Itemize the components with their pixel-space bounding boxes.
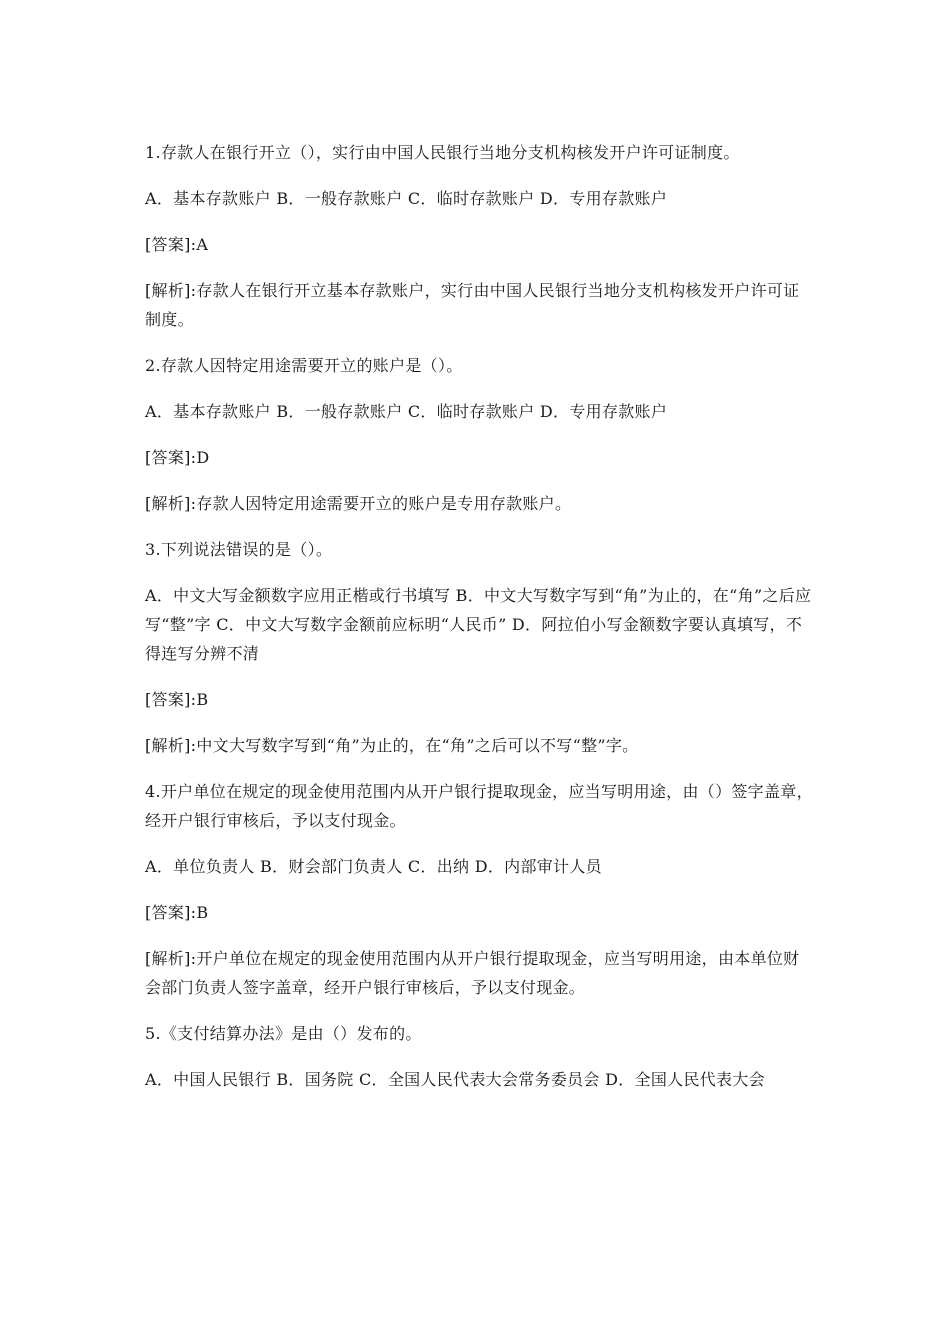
question-4-options: A．单位负责人 B．财会部门负责人 C．出纳 D．内部审计人员 bbox=[145, 857, 602, 876]
question-3-analysis: [解析]:中文大写数字写到“角”为止的，在“角”之后可以不写“整”字。 bbox=[145, 736, 639, 755]
question-3-stem: 3.下列说法错误的是（）。 bbox=[145, 540, 333, 559]
question-3-answer: [答案]:B bbox=[145, 690, 209, 709]
question-5-options: A．中国人民银行 B．国务院 C．全国人民代表大会常务委员会 D．全国人民代表大会 bbox=[145, 1070, 765, 1089]
question-4-answer: [答案]:B bbox=[145, 903, 209, 922]
question-1-stem: 1.存款人在银行开立（），实行由中国人民银行当地分支机构核发开户许可证制度。 bbox=[145, 143, 740, 162]
question-1-options: A．基本存款账户 B．一般存款账户 C．临时存款账户 D．专用存款账户 bbox=[145, 189, 668, 208]
question-2-answer: [答案]:D bbox=[145, 448, 210, 467]
question-list bbox=[145, 138, 815, 1111]
question-3-options: A．中文大写金额数字应用正楷或行书填写 B．中文大写数字写到“角”为止的，在“角”之后应写“整”字 C．中文大写数字金额前应标明“人民币” D．阿拉伯小写金额数字要认真填写，不得连写分辨不清 bbox=[145, 586, 812, 663]
question-2-stem: 2.存款人因特定用途需要开立的账户是（）。 bbox=[145, 356, 463, 375]
question-1-answer: [答案]:A bbox=[145, 235, 209, 254]
question-1-analysis: [解析]:存款人在银行开立基本存款账户，实行由中国人民银行当地分支机构核发开户许可证制度。 bbox=[145, 281, 800, 329]
question-4-analysis: [解析]:开户单位在规定的现金使用范围内从开户银行提取现金，应当写明用途，由本单位财会部门负责人签字盖章，经开户银行审核后，予以支付现金。 bbox=[145, 949, 800, 997]
question-5-stem: 5.《支付结算办法》是由（）发布的。 bbox=[145, 1024, 422, 1043]
question-2-analysis: [解析]:存款人因特定用途需要开立的账户是专用存款账户。 bbox=[145, 494, 572, 513]
question-2-options: A．基本存款账户 B．一般存款账户 C．临时存款账户 D．专用存款账户 bbox=[145, 402, 668, 421]
question-4-stem: 4.开户单位在规定的现金使用范围内从开户银行提取现金，应当写明用途，由（）签字盖章，经开户银行审核后，予以支付现金。 bbox=[145, 782, 813, 830]
